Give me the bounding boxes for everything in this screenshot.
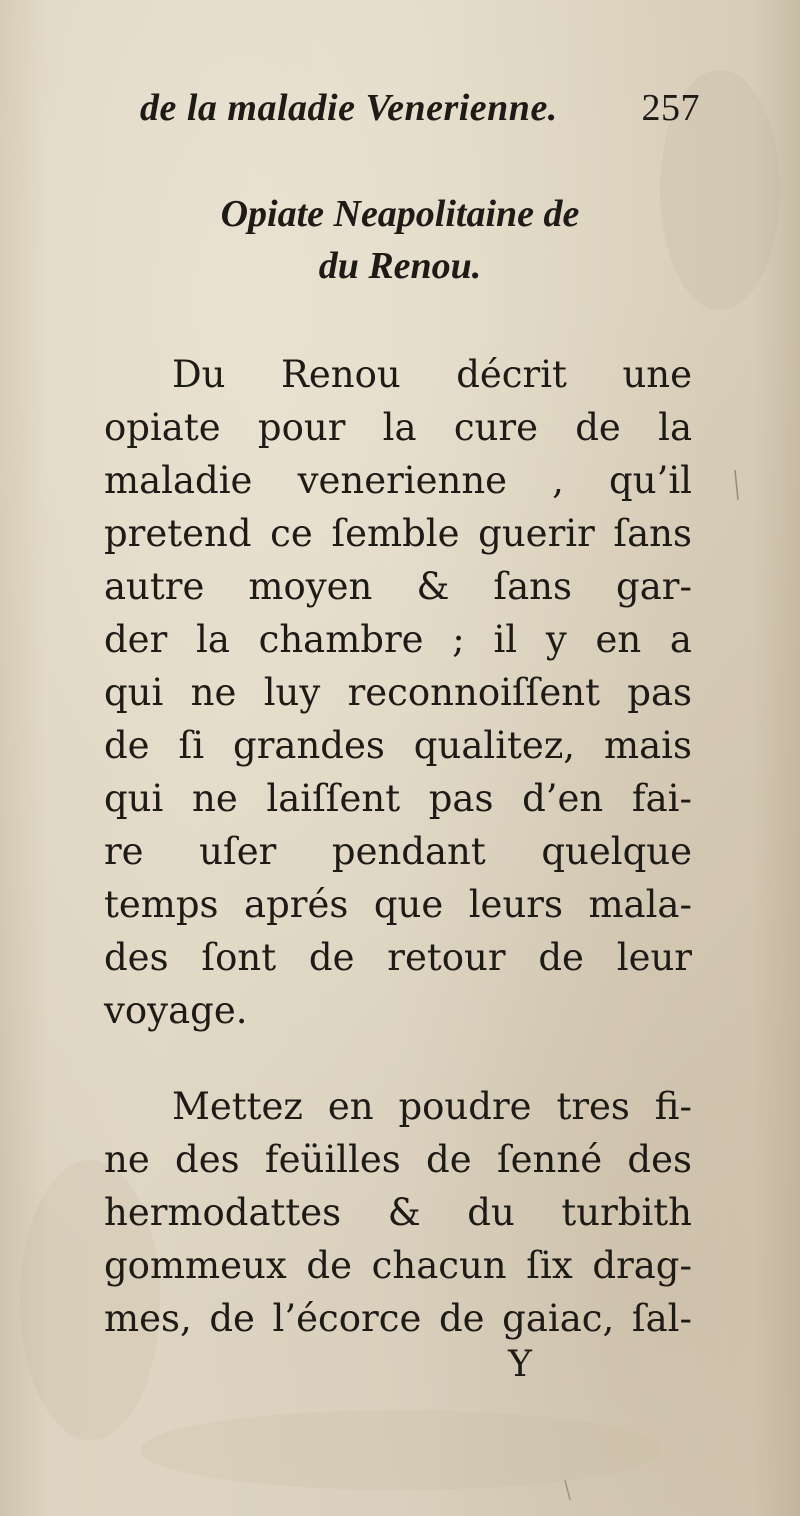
text-line: ne des feüilles de ſenné des bbox=[104, 1138, 692, 1181]
text-line: mes, de l’écorce de gaiac, ſal- bbox=[104, 1297, 692, 1340]
text-line: opiate pour la cure de la bbox=[104, 406, 692, 449]
text-line: qui ne luy reconnoiſſent pas bbox=[104, 671, 692, 714]
text-line: gommeux de chacun ſix drag- bbox=[104, 1244, 692, 1287]
section-title-line-2: du Renou. bbox=[318, 245, 482, 287]
page-number: 257 bbox=[641, 87, 700, 129]
text-line: qui ne laiſſent pas d’en fai- bbox=[104, 777, 692, 820]
text-line: maladie venerienne , qu’il bbox=[104, 459, 692, 502]
text-line: autre moyen & ſans gar- bbox=[104, 565, 692, 608]
text-line: re uſer pendant quelque bbox=[104, 830, 692, 873]
running-head-title: de la maladie Venerienne. bbox=[140, 87, 558, 129]
text-line: temps aprés que leurs mala- bbox=[104, 883, 692, 926]
text-line: de ſi grandes qualitez, mais bbox=[104, 724, 692, 767]
text-line: des ſont de retour de leur bbox=[104, 936, 692, 979]
signature-mark: Y bbox=[508, 1344, 532, 1385]
text-line: der la chambre ; il y en a bbox=[104, 618, 692, 661]
text-line: voyage. bbox=[104, 989, 248, 1032]
running-head bbox=[140, 86, 700, 136]
section-title-line-1: Opiate Neapolitaine de bbox=[220, 193, 580, 235]
text-line: pretend ce ſemble guerir ſans bbox=[104, 512, 692, 555]
text-line: hermodattes & du turbith bbox=[104, 1191, 692, 1234]
text-line: Mettez en poudre tres fi- bbox=[172, 1085, 692, 1128]
text-line: Du Renou décrit une bbox=[172, 353, 692, 396]
